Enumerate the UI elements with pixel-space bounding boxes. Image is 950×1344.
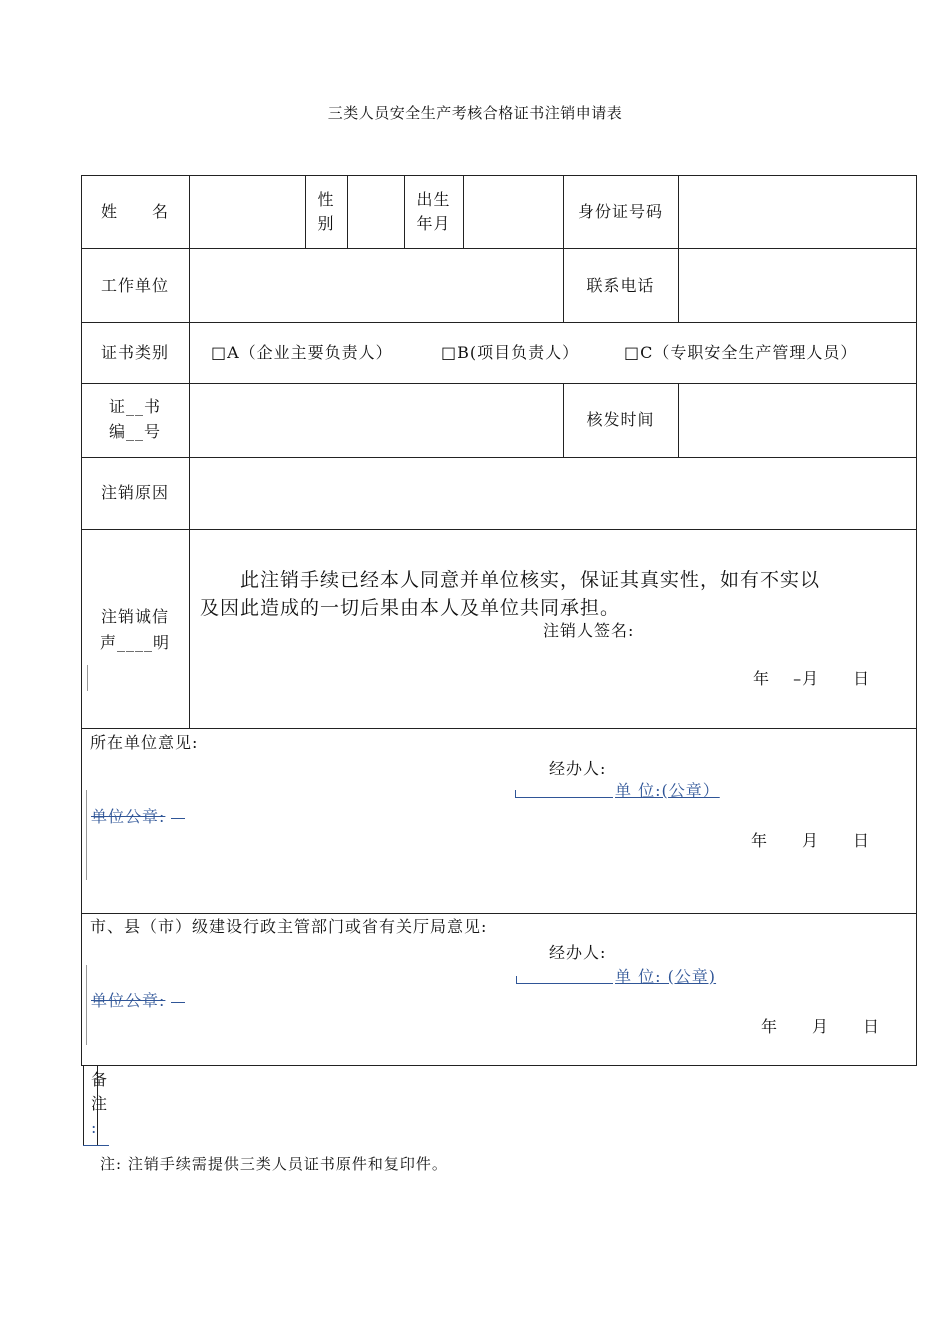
unit-seal-underline (515, 797, 613, 798)
declaration-date: 年 –月 日 (753, 669, 871, 688)
unit-seal-tick (515, 790, 516, 798)
label-birth-line2: 年月 (416, 214, 451, 233)
remarks-label-line3: : (91, 1118, 98, 1137)
unit-opinion-heading: 所在单位意见: (90, 733, 199, 752)
label-cert-no-line2: 编__号 (108, 422, 161, 441)
dept-handler-label: 经办人: (549, 943, 607, 962)
cert-option-b[interactable]: □B(项目负责人） (441, 343, 580, 362)
label-declaration-line2: 声____明 (99, 633, 170, 652)
declaration-text-line2: 及因此造成的一切后果由本人及单位共同承担。 (200, 597, 621, 619)
label-reason: 注销原因 (100, 483, 169, 502)
dept-seal-line: 单 位: (公章) (615, 967, 717, 986)
remarks-box-left (83, 1066, 84, 1146)
label-name: 姓 名 (100, 202, 169, 221)
dept-opinion-date: 年 月 日 (761, 1017, 881, 1036)
dept-stamp-deleted-line (171, 1002, 185, 1003)
remarks-box-bottom (83, 1145, 109, 1146)
label-id-number: 身份证号码 (577, 202, 663, 221)
row-line (81, 457, 917, 458)
label-cert-no-line1: 证__书 (108, 397, 161, 416)
row-line (81, 322, 917, 323)
remarks-label-line2: 注 (91, 1094, 109, 1113)
dept-opinion-heading: 市、县（市）级建设行政主管部门或省有关厅局意见: (90, 917, 488, 936)
row-line (81, 248, 917, 249)
column-line (189, 175, 190, 728)
row-line (81, 913, 917, 914)
tracked-change-bar (87, 665, 88, 691)
row-line (81, 383, 917, 384)
form-title: 三类人员安全生产考核合格证书注销申请表 (327, 104, 623, 122)
cert-option-a[interactable]: □A（企业主要负责人） (211, 343, 393, 362)
column-line (678, 383, 679, 457)
column-line (678, 175, 679, 322)
label-birth-line1: 出生 (416, 190, 451, 209)
declaration-text-line1: 此注销手续已经本人同意并单位核实，保证其真实性，如有不实以 (200, 569, 821, 591)
footnote: 注: 注销手续需提供三类人员证书原件和复印件。 (100, 1155, 448, 1173)
label-cert-type: 证书类别 (100, 343, 169, 362)
label-work-unit: 工作单位 (100, 276, 169, 295)
tracked-change-bar (86, 965, 87, 1045)
signature-label: 注销人签名: (543, 621, 635, 640)
unit-opinion-date: 年 月 日 (751, 831, 871, 850)
application-form-table (81, 175, 917, 1137)
border-right (916, 175, 917, 1066)
column-line (463, 175, 464, 248)
label-gender-line1: 性 (317, 190, 335, 209)
dept-stamp-label: 单位公章: (91, 991, 166, 1010)
row-line (81, 728, 917, 729)
column-line (563, 175, 564, 322)
row-line (81, 175, 917, 176)
unit-stamp-deleted-line (171, 818, 185, 819)
label-issue-date: 核发时间 (586, 410, 655, 429)
row-line (81, 1065, 917, 1066)
row-line (81, 529, 917, 530)
dept-seal-underline (517, 983, 613, 984)
unit-handler-label: 经办人: (549, 759, 607, 778)
label-phone: 联系电话 (586, 276, 655, 295)
tracked-change-bar (86, 790, 87, 880)
unit-seal-line: 单 位:(公章） (615, 781, 720, 800)
unit-stamp-label: 单位公章: (91, 807, 166, 826)
dept-seal-tick (516, 976, 517, 984)
remarks-label-line1: 备 (91, 1070, 109, 1089)
label-gender-line2: 别 (317, 214, 335, 233)
label-declaration-line1: 注销诚信 (100, 607, 169, 626)
cert-option-c[interactable]: □C（专职安全生产管理人员） (624, 343, 858, 362)
column-line (347, 175, 348, 248)
